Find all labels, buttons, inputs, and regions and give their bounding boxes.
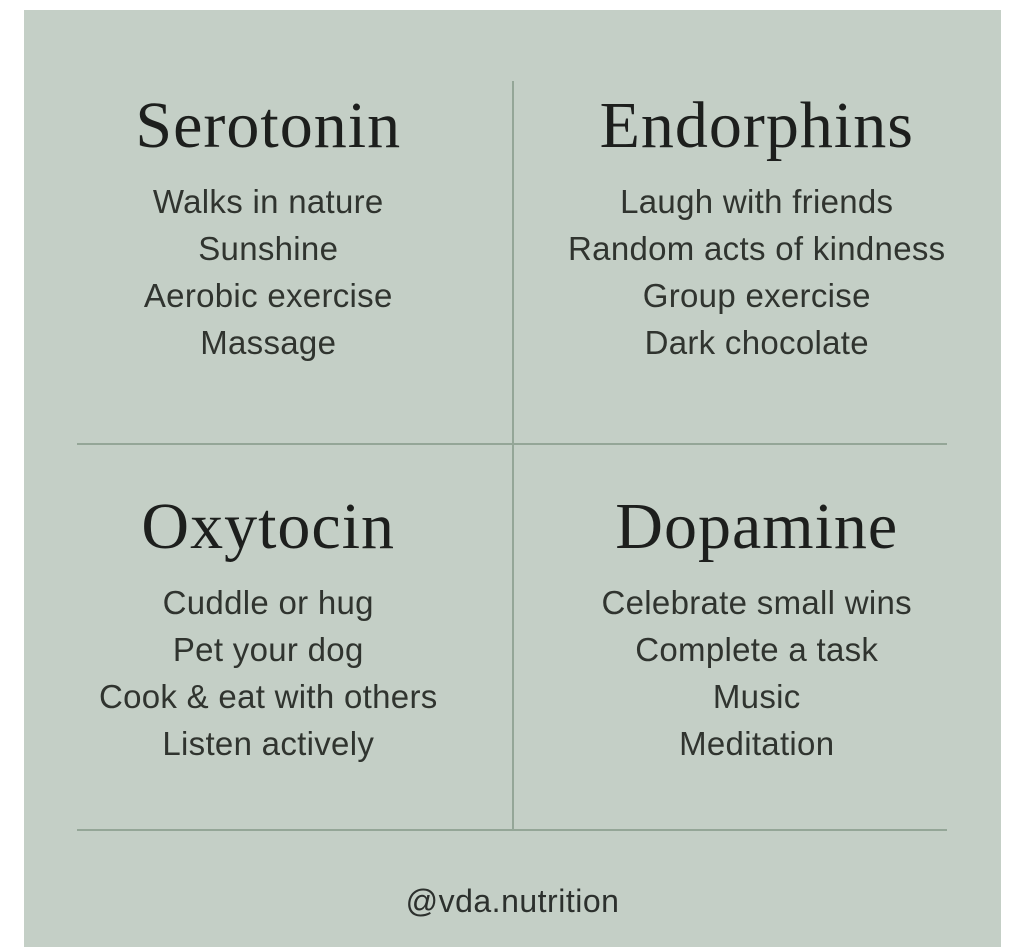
- footer: [24, 831, 1001, 947]
- list-item: Random acts of kindness: [568, 229, 946, 267]
- instagram-handle: @vda.nutrition: [405, 882, 620, 919]
- list-item: Meditation: [679, 724, 835, 762]
- quadrant-title-endorphins: Endorphins: [599, 89, 914, 163]
- list-item: Massage: [200, 323, 337, 361]
- list-item: Dark chocolate: [644, 323, 869, 361]
- quadrant-title-oxytocin: Oxytocin: [141, 490, 396, 564]
- quadrant-list-oxytocin: [99, 579, 438, 767]
- list-item: Group exercise: [642, 276, 871, 314]
- quadrant-title-dopamine: Dopamine: [615, 490, 899, 564]
- list-item: Celebrate small wins: [601, 583, 912, 621]
- list-item: Cuddle or hug: [162, 583, 374, 621]
- list-item: Sunshine: [198, 229, 339, 267]
- quadrant-title-serotonin: Serotonin: [135, 89, 402, 163]
- quadrant-oxytocin: [24, 444, 513, 830]
- quadrant-dopamine: [513, 444, 1002, 830]
- list-item: Aerobic exercise: [143, 276, 393, 314]
- list-item: Laugh with friends: [620, 182, 894, 220]
- quadrant-serotonin: [24, 10, 513, 444]
- quadrant-list-serotonin: [144, 178, 393, 366]
- horizontal-divider-top: [77, 443, 947, 445]
- vertical-divider: [512, 81, 514, 830]
- list-item: Walks in nature: [152, 182, 384, 220]
- list-item: Cook & eat with others: [98, 677, 438, 715]
- list-item: Complete a task: [635, 630, 879, 668]
- quadrant-list-dopamine: [602, 579, 912, 767]
- list-item: Pet your dog: [172, 630, 364, 668]
- quadrant-endorphins: [513, 10, 1002, 444]
- list-item: Listen actively: [162, 724, 375, 762]
- list-item: Music: [712, 677, 801, 715]
- infographic-card: [24, 10, 1001, 947]
- quadrant-list-endorphins: [568, 178, 945, 366]
